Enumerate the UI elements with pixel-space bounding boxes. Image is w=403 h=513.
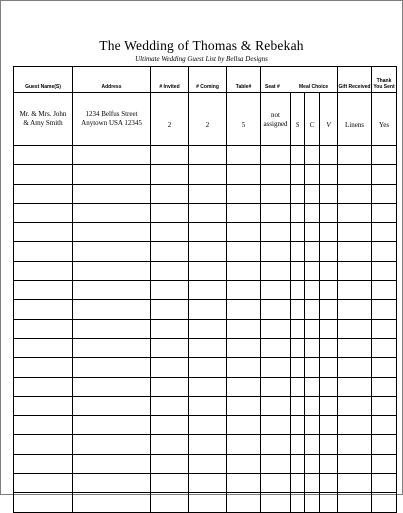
- table-cell: [227, 396, 261, 415]
- meal-v-cell: [320, 281, 338, 300]
- coming-cell: [189, 319, 227, 338]
- meal-v-cell: [320, 416, 338, 435]
- empty-row: [14, 184, 397, 203]
- invited-cell: [151, 319, 189, 338]
- address-cell: [73, 146, 151, 165]
- meal-c-cell: [305, 300, 320, 319]
- seat-cell: [261, 319, 291, 338]
- table-cell: [227, 454, 261, 473]
- empty-row: [14, 242, 397, 261]
- thank-you-sent-cell: [372, 146, 397, 165]
- thank-you-sent-cell: [372, 358, 397, 377]
- thank-you-sent-cell: [372, 165, 397, 184]
- thank-you-sent-cell: [372, 223, 397, 242]
- page-title: The Wedding of Thomas & Rebekah: [99, 38, 304, 53]
- meal-c-cell: [305, 203, 320, 222]
- meal-s-cell: [291, 146, 305, 165]
- seat-cell: [261, 146, 291, 165]
- seat-cell: [261, 493, 291, 512]
- address-cell: [73, 358, 151, 377]
- address-cell: [73, 165, 151, 184]
- seat-cell: [261, 203, 291, 222]
- meal-s-cell: [291, 242, 305, 261]
- address-cell: [73, 416, 151, 435]
- meal-c-cell: [305, 435, 320, 454]
- address-line-2: Anytown USA 12345: [81, 119, 142, 127]
- meal-v-cell: [320, 358, 338, 377]
- guest-name-cell: [14, 319, 73, 338]
- column-header-thank-you-sent: Thank You Sent: [372, 67, 397, 93]
- table-cell: [227, 358, 261, 377]
- gift-received-cell: [338, 93, 372, 146]
- gift-received-cell: [338, 358, 372, 377]
- meal-c-cell: [305, 493, 320, 512]
- coming-cell: [189, 223, 227, 242]
- address-cell: [73, 93, 151, 146]
- empty-row: [14, 146, 397, 165]
- guest-row: [14, 93, 397, 146]
- meal-c-cell: [305, 319, 320, 338]
- meal-s-cell: [291, 493, 305, 512]
- gift-received-cell: [338, 377, 372, 396]
- empty-row: [14, 358, 397, 377]
- meal-v-cell: [320, 493, 338, 512]
- guest-name-cell: [14, 396, 73, 415]
- meal-c-cell: [305, 261, 320, 280]
- empty-row: [14, 435, 397, 454]
- meal-v-cell: [320, 435, 338, 454]
- meal-v-cell: [320, 242, 338, 261]
- address-line-1: 1234 Belfus Street: [85, 109, 138, 118]
- meal-v-cell: [320, 93, 338, 146]
- empty-row: [14, 203, 397, 222]
- thank-you-sent-cell: [372, 416, 397, 435]
- guest-name-cell: [14, 281, 73, 300]
- meal-s-cell: [291, 435, 305, 454]
- coming-cell: [189, 203, 227, 222]
- table-cell: [227, 146, 261, 165]
- meal-v-cell: [320, 319, 338, 338]
- invited-cell: [151, 338, 189, 357]
- address-cell: [73, 242, 151, 261]
- column-header-address: Address: [73, 67, 151, 93]
- column-header-seat: Seat #: [265, 83, 280, 90]
- meal-c-cell: [305, 184, 320, 203]
- gift-received-cell: [338, 184, 372, 203]
- thank-you-sent-cell: [372, 319, 397, 338]
- meal-s-cell: [291, 474, 305, 493]
- empty-row: [14, 377, 397, 396]
- meal-c-cell: [305, 93, 320, 146]
- empty-row: [14, 454, 397, 473]
- table-cell: [227, 281, 261, 300]
- empty-row: [14, 474, 397, 493]
- meal-v-cell: [320, 454, 338, 473]
- empty-row: [14, 493, 397, 512]
- meal-v-cell: [320, 165, 338, 184]
- meal-s-cell: [291, 454, 305, 473]
- meal-c-cell: [305, 358, 320, 377]
- coming-cell: [189, 358, 227, 377]
- table-cell: [227, 184, 261, 203]
- meal-s-cell: [291, 93, 305, 146]
- empty-row: [14, 416, 397, 435]
- seat-cell: [261, 338, 291, 357]
- coming-cell: [189, 93, 227, 146]
- coming-cell: [189, 493, 227, 512]
- meal-s-cell: [291, 319, 305, 338]
- table-cell: [227, 93, 261, 146]
- column-header-table: Table#: [227, 67, 261, 93]
- meal-s-cell: [291, 300, 305, 319]
- seat-cell: [261, 358, 291, 377]
- seat-cell: [261, 454, 291, 473]
- table-value: 5: [241, 121, 246, 130]
- invited-cell: [151, 261, 189, 280]
- seat-cell: [261, 396, 291, 415]
- invited-cell: [151, 396, 189, 415]
- invited-cell: [151, 454, 189, 473]
- gift-received-cell: [338, 454, 372, 473]
- coming-cell: [189, 435, 227, 454]
- meal-c-cell: [305, 377, 320, 396]
- meal-s-cell: [291, 377, 305, 396]
- gift-received-cell: [338, 261, 372, 280]
- invited-cell: [151, 223, 189, 242]
- meal-v-cell: [320, 474, 338, 493]
- empty-row: [14, 396, 397, 415]
- gift-received-cell: [338, 416, 372, 435]
- table-cell: [227, 300, 261, 319]
- seat-cell: [261, 474, 291, 493]
- empty-row: [14, 338, 397, 357]
- column-header-invited: # Invited: [151, 67, 189, 93]
- guest-name-cell: [14, 435, 73, 454]
- coming-cell: [189, 146, 227, 165]
- gift-received-cell: [338, 242, 372, 261]
- invited-cell: [151, 146, 189, 165]
- meal-s-cell: [291, 416, 305, 435]
- guest-list-table: [13, 66, 397, 513]
- invited-cell: [151, 358, 189, 377]
- guest-name-cell: [14, 261, 73, 280]
- invited-cell: [151, 281, 189, 300]
- coming-cell: [189, 377, 227, 396]
- coming-cell: [189, 454, 227, 473]
- thank-you-sent-cell: [372, 435, 397, 454]
- seat-cell: [261, 377, 291, 396]
- gift-received-cell: [338, 319, 372, 338]
- header-row: [14, 67, 397, 93]
- coming-cell: [189, 474, 227, 493]
- thank-you-sent-cell: [372, 493, 397, 512]
- seat-cell: [261, 93, 291, 146]
- address-cell: [73, 454, 151, 473]
- invited-cell: [151, 184, 189, 203]
- coming-cell: [189, 261, 227, 280]
- invited-cell: [151, 435, 189, 454]
- seat-cell: [261, 435, 291, 454]
- guest-name-cell: [14, 474, 73, 493]
- empty-row: [14, 300, 397, 319]
- table-cell: [227, 377, 261, 396]
- gift-received-cell: [338, 493, 372, 512]
- invited-value: 2: [167, 121, 172, 130]
- column-header-seat-meal: [261, 67, 338, 93]
- gift-received-value: Linens: [344, 121, 365, 130]
- table-cell: [227, 338, 261, 357]
- empty-row: [14, 223, 397, 242]
- seat-line-2: assigned: [263, 120, 288, 128]
- table-cell: [227, 319, 261, 338]
- gift-received-cell: [338, 435, 372, 454]
- coming-cell: [189, 338, 227, 357]
- meal-c-cell: [305, 223, 320, 242]
- table-cell: [227, 416, 261, 435]
- meal-v-cell: [320, 396, 338, 415]
- meal-v-cell: [320, 184, 338, 203]
- guest-name-cell: [14, 93, 73, 146]
- thank-you-sent-cell: [372, 474, 397, 493]
- table-cell: [227, 435, 261, 454]
- guest-name-cell: [14, 377, 73, 396]
- meal-s-cell: [291, 396, 305, 415]
- guest-name-cell: [14, 165, 73, 184]
- thank-you-sent-cell: [372, 338, 397, 357]
- thank-you-sent-cell: [372, 184, 397, 203]
- thank-you-sent-cell: [372, 203, 397, 222]
- table-cell: [227, 223, 261, 242]
- meal-s-cell: [291, 165, 305, 184]
- coming-cell: [189, 242, 227, 261]
- guest-name-cell: [14, 223, 73, 242]
- thank-you-sent-value: Yes: [378, 121, 390, 130]
- thank-you-sent-cell: [372, 454, 397, 473]
- gift-received-cell: [338, 203, 372, 222]
- table-cell: [227, 203, 261, 222]
- empty-row: [14, 281, 397, 300]
- meal-c-cell: [305, 396, 320, 415]
- address-cell: [73, 203, 151, 222]
- coming-cell: [189, 416, 227, 435]
- invited-cell: [151, 416, 189, 435]
- guest-name-cell: [14, 300, 73, 319]
- address-cell: [73, 319, 151, 338]
- invited-cell: [151, 377, 189, 396]
- gift-received-cell: [338, 281, 372, 300]
- gift-received-cell: [338, 165, 372, 184]
- gift-received-cell: [338, 223, 372, 242]
- meal-s-cell: [291, 338, 305, 357]
- meal-v-cell: [320, 223, 338, 242]
- guest-name-cell: [14, 184, 73, 203]
- seat-cell: [261, 281, 291, 300]
- invited-cell: [151, 165, 189, 184]
- meal-c-cell: [305, 338, 320, 357]
- coming-cell: [189, 184, 227, 203]
- meal-s-cell: [291, 184, 305, 203]
- column-header-gift-received: Gift Received: [338, 67, 372, 93]
- coming-cell: [189, 281, 227, 300]
- thank-you-sent-cell: [372, 281, 397, 300]
- meal-c-cell: [305, 474, 320, 493]
- empty-row: [14, 165, 397, 184]
- invited-cell: [151, 242, 189, 261]
- meal-v-cell: [320, 377, 338, 396]
- column-header-meal-choice: Meal Choice: [299, 83, 329, 90]
- address-cell: [73, 261, 151, 280]
- gift-received-cell: [338, 396, 372, 415]
- address-cell: [73, 223, 151, 242]
- meal-s-cell: [291, 358, 305, 377]
- thank-you-sent-cell: [372, 242, 397, 261]
- meal-c-cell: [305, 454, 320, 473]
- guest-name-cell: [14, 358, 73, 377]
- invited-cell: [151, 493, 189, 512]
- address-cell: [73, 338, 151, 357]
- meal-s-cell: [291, 261, 305, 280]
- meal-v-cell: [320, 203, 338, 222]
- invited-cell: [151, 474, 189, 493]
- meal-v-value: V: [326, 121, 331, 130]
- thank-you-sent-cell: [372, 396, 397, 415]
- meal-c-value: C: [309, 121, 315, 130]
- invited-cell: [151, 93, 189, 146]
- gift-received-cell: [338, 474, 372, 493]
- address-cell: [73, 435, 151, 454]
- table-cell: [227, 165, 261, 184]
- column-header-coming: # Coming: [189, 67, 227, 93]
- guest-name-cell: [14, 416, 73, 435]
- meal-v-cell: [320, 146, 338, 165]
- thank-you-sent-cell: [372, 300, 397, 319]
- guest-name-cell: [14, 203, 73, 222]
- empty-row: [14, 319, 397, 338]
- meal-c-cell: [305, 416, 320, 435]
- thank-you-sent-cell: [372, 377, 397, 396]
- guest-name-cell: [14, 338, 73, 357]
- gift-received-cell: [338, 338, 372, 357]
- guest-name-cell: [14, 493, 73, 512]
- seat-cell: [261, 165, 291, 184]
- gift-received-cell: [338, 146, 372, 165]
- meal-s-value: S: [295, 121, 300, 130]
- table-cell: [227, 242, 261, 261]
- guest-name-cell: [14, 454, 73, 473]
- seat-cell: [261, 261, 291, 280]
- thank-you-sent-cell: [372, 93, 397, 146]
- column-header-guest-name: Guest Name(S): [14, 67, 73, 93]
- seat-line-1: not: [271, 110, 280, 119]
- address-cell: [73, 396, 151, 415]
- guest-name-line-2: & Amy Smith: [23, 119, 63, 127]
- seat-cell: [261, 242, 291, 261]
- meal-s-cell: [291, 203, 305, 222]
- table-cell: [227, 474, 261, 493]
- page-subtitle: Ultimate Wedding Guest List by Bellsa Designs: [135, 55, 268, 63]
- empty-row: [14, 261, 397, 280]
- seat-cell: [261, 223, 291, 242]
- guest-name-line-1: Mr. & Mrs. John: [19, 109, 67, 118]
- table-cell: [227, 493, 261, 512]
- address-cell: [73, 300, 151, 319]
- meal-v-cell: [320, 261, 338, 280]
- invited-cell: [151, 203, 189, 222]
- address-cell: [73, 493, 151, 512]
- meal-c-cell: [305, 165, 320, 184]
- meal-s-cell: [291, 281, 305, 300]
- gift-received-cell: [338, 300, 372, 319]
- guest-name-cell: [14, 146, 73, 165]
- thank-you-sent-cell: [372, 261, 397, 280]
- coming-value: 2: [205, 121, 210, 130]
- meal-c-cell: [305, 242, 320, 261]
- guest-name-cell: [14, 242, 73, 261]
- address-cell: [73, 184, 151, 203]
- meal-v-cell: [320, 300, 338, 319]
- meal-c-cell: [305, 146, 320, 165]
- meal-c-cell: [305, 281, 320, 300]
- meal-v-cell: [320, 338, 338, 357]
- address-cell: [73, 281, 151, 300]
- meal-s-cell: [291, 223, 305, 242]
- coming-cell: [189, 165, 227, 184]
- table-cell: [227, 261, 261, 280]
- coming-cell: [189, 396, 227, 415]
- seat-cell: [261, 300, 291, 319]
- invited-cell: [151, 300, 189, 319]
- address-cell: [73, 474, 151, 493]
- seat-cell: [261, 416, 291, 435]
- seat-cell: [261, 184, 291, 203]
- coming-cell: [189, 300, 227, 319]
- address-cell: [73, 377, 151, 396]
